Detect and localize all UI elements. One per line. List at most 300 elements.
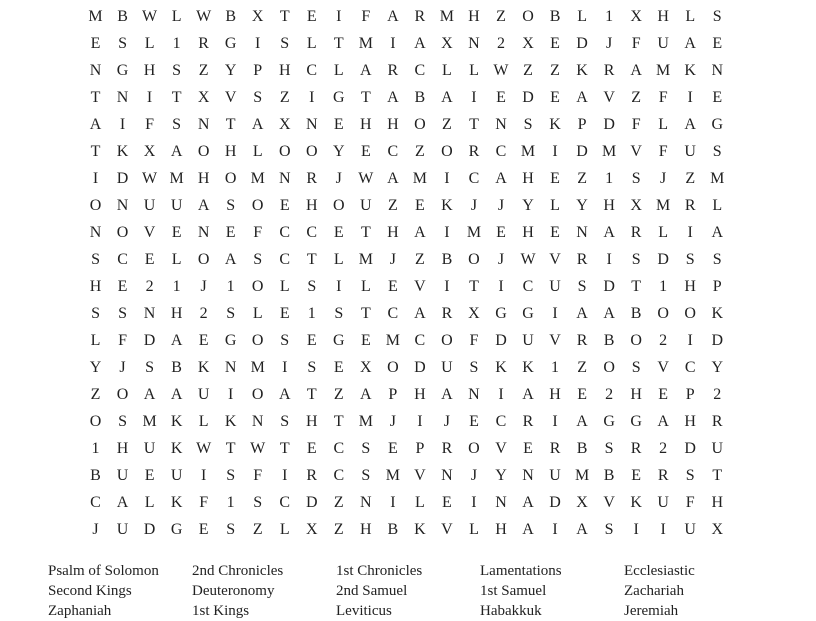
grid-cell: M [520,142,536,160]
grid-cell: J [335,169,342,187]
grid-cell: S [604,520,614,538]
grid-cell: N [278,169,291,187]
grid-cell: R [711,412,723,430]
grid-cell: A [522,520,534,538]
grid-cell: X [441,34,453,52]
grid-cell: B [414,88,426,106]
grid-cell: E [577,385,587,403]
grid-cell: C [306,223,318,241]
grid-cell: O [522,7,534,25]
grid-cell: S [604,439,614,457]
grid-cell: H [305,196,318,214]
grid-cell: S [118,34,127,52]
grid-cell: C [495,142,507,160]
grid-cell: I [687,88,693,106]
grid-cell: J [389,250,396,268]
grid-cell: 2 [145,277,154,295]
grid-cell: J [443,412,451,430]
grid-cell: Z [577,358,587,376]
grid-cell: G [224,331,237,349]
grid-cell: N [89,223,102,241]
grid-cell: A [441,88,453,106]
grid-cell: I [336,7,342,25]
grid-cell: Z [442,115,452,133]
grid-cell: E [333,358,344,376]
grid-cell: T [360,88,371,106]
grid-cell: U [684,142,696,160]
grid-cell: S [172,115,182,133]
grid-cell: I [390,493,396,511]
grid-cell: H [414,385,426,403]
grid-cell: L [658,115,669,133]
grid-cell: R [441,304,453,322]
grid-cell: J [119,358,126,376]
grid-cell: Z [577,169,587,187]
word-search-grid [82,3,731,543]
word-list-item: 2nd Samuel [336,583,408,599]
grid-cell: E [387,277,398,295]
grid-cell: N [360,493,372,511]
grid-cell: O [468,250,480,268]
grid-cell: A [251,115,264,133]
grid-cell: M [601,142,617,160]
grid-cell: B [630,304,642,322]
grid-cell: S [712,142,722,160]
word-list-item: Psalm of Solomon [48,563,159,579]
grid-cell: N [576,223,588,241]
grid-cell: U [522,331,534,349]
grid-cell: A [116,493,129,511]
grid-cell: V [414,466,426,484]
grid-cell: E [469,412,479,430]
grid-cell: D [603,115,615,133]
grid-cell: A [278,385,291,403]
grid-cell: U [441,358,453,376]
grid-cell: Y [576,196,588,214]
grid-cell: O [603,358,615,376]
grid-cell: L [171,7,182,25]
grid-cell: R [414,7,426,25]
grid-cell: A [170,331,183,349]
grid-cell: F [631,34,641,52]
grid-cell: E [225,223,236,241]
grid-cell: E [144,250,155,268]
grid-cell: U [170,466,183,484]
grid-cell: I [471,88,477,106]
grid-cell: I [660,520,666,538]
grid-cell: J [470,196,478,214]
grid-cell: M [88,7,103,25]
grid-cell: N [305,115,318,133]
grid-cell: R [630,439,642,457]
grid-cell: L [90,331,101,349]
grid-cell: S [631,358,641,376]
grid-cell: O [468,439,480,457]
grid-cell: U [143,439,156,457]
grid-cell: U [116,466,129,484]
grid-cell: U [549,277,561,295]
grid-cell: C [279,250,291,268]
grid-cell: D [603,277,615,295]
grid-cell: E [550,169,560,187]
grid-cell: H [549,385,561,403]
grid-cell: V [224,88,237,106]
grid-cell: H [522,169,534,187]
grid-cell: 1 [226,493,235,511]
grid-cell: F [199,493,209,511]
grid-cell: T [225,439,236,457]
grid-cell: X [522,34,534,52]
grid-cell: X [360,358,372,376]
grid-cell: A [603,304,615,322]
grid-cell: H [116,439,129,457]
grid-cell: O [89,196,102,214]
grid-cell: T [712,466,723,484]
grid-cell: I [444,223,450,241]
grid-cell: 1 [551,358,560,376]
grid-cell: O [278,142,291,160]
grid-cell: S [226,304,236,322]
word-list-item: 2nd Chronicles [192,563,284,579]
grid-cell: S [118,412,127,430]
grid-cell: D [116,169,129,187]
grid-cell: X [278,115,291,133]
grid-cell: V [630,142,642,160]
grid-cell: S [253,88,263,106]
grid-cell: K [197,358,210,376]
grid-cell: T [90,88,101,106]
grid-cell: V [495,439,507,457]
grid-cell: S [226,196,236,214]
grid-cell: F [361,7,371,25]
grid-cell: L [415,493,425,511]
grid-cell: Z [387,196,398,214]
grid-cell: 1 [172,277,181,295]
grid-cell: S [145,358,155,376]
grid-cell: N [197,223,210,241]
word-list-item: 1st Chronicles [336,563,423,579]
grid-cell: T [360,223,371,241]
grid-cell: U [684,520,696,538]
grid-cell: O [197,142,210,160]
grid-cell: U [360,196,372,214]
grid-cell: R [684,196,696,214]
grid-cell: C [522,277,534,295]
grid-cell: I [282,466,288,484]
grid-cell: V [414,277,426,295]
grid-cell: Z [90,385,101,403]
grid-cell: E [198,520,209,538]
grid-cell: V [603,88,615,106]
grid-cell: O [441,331,453,349]
grid-cell: E [306,439,317,457]
grid-cell: P [712,277,722,295]
grid-cell: S [712,250,722,268]
grid-cell: I [606,250,612,268]
grid-cell: S [631,169,641,187]
grid-cell: L [442,61,452,79]
grid-cell: 2 [605,385,614,403]
grid-cell: A [170,142,183,160]
grid-cell: L [198,412,209,430]
grid-cell: T [90,142,101,160]
grid-cell: K [684,61,696,79]
grid-cell: K [170,412,183,430]
grid-cell: V [603,493,615,511]
grid-cell: I [417,412,423,430]
grid-cell: C [684,358,696,376]
grid-cell: Y [333,142,345,160]
grid-cell: S [253,493,263,511]
grid-cell: T [333,412,344,430]
grid-cell: D [143,520,156,538]
grid-cell: O [251,385,264,403]
grid-cell: H [522,223,534,241]
grid-cell: S [631,250,641,268]
word-list-item: Habakkuk [480,603,542,619]
grid-cell: M [656,61,671,79]
grid-cell: M [358,34,373,52]
grid-cell: E [198,331,209,349]
grid-cell: T [171,88,182,106]
grid-cell: L [333,61,344,79]
grid-cell: L [712,196,723,214]
grid-cell: W [250,439,266,457]
grid-cell: 1 [605,169,614,187]
grid-cell: A [414,304,426,322]
grid-cell: I [552,520,558,538]
grid-cell: C [333,439,345,457]
grid-cell: E [496,223,506,241]
grid-cell: Z [496,7,506,25]
grid-cell: E [631,466,642,484]
grid-cell: G [495,304,507,322]
word-list-item: Zachariah [624,583,684,599]
grid-cell: Z [415,142,425,160]
grid-cell: S [226,520,236,538]
grid-cell: A [414,34,426,52]
grid-cell: F [253,466,263,484]
grid-cell: U [197,385,210,403]
grid-cell: O [116,223,129,241]
word-list-item: Leviticus [336,603,392,619]
grid-cell: F [469,331,479,349]
grid-cell: A [576,412,588,430]
grid-cell: F [685,493,695,511]
grid-cell: H [657,7,669,25]
grid-cell: A [387,7,399,25]
grid-cell: C [495,412,507,430]
grid-cell: S [91,250,100,268]
grid-cell: W [196,7,212,25]
grid-cell: H [170,304,183,322]
grid-cell: V [657,358,669,376]
grid-cell: C [414,61,426,79]
grid-cell: O [441,142,453,160]
grid-cell: C [306,61,318,79]
grid-cell: D [414,358,426,376]
grid-cell: G [333,331,345,349]
grid-cell: B [576,439,588,457]
grid-cell: H [360,520,372,538]
grid-cell: V [549,250,561,268]
grid-cell: G [116,61,129,79]
grid-cell: D [711,331,724,349]
grid-cell: O [305,142,318,160]
grid-cell: N [143,304,156,322]
grid-cell: S [226,466,236,484]
grid-cell: N [197,115,210,133]
grid-cell: S [469,358,479,376]
grid-cell: M [142,412,157,430]
grid-cell: S [334,304,344,322]
grid-cell: Y [711,358,724,376]
grid-cell: E [415,196,425,214]
grid-cell: D [143,331,156,349]
word-list-item: Ecclesiastic [624,563,695,579]
grid-cell: S [361,466,371,484]
grid-cell: I [119,115,126,133]
grid-cell: I [282,358,288,376]
grid-cell: K [549,115,561,133]
grid-cell: M [656,196,671,214]
grid-cell: S [280,331,290,349]
grid-cell: X [305,520,318,538]
grid-cell: J [497,196,505,214]
grid-cell: V [549,331,561,349]
grid-cell: O [684,304,696,322]
grid-cell: X [197,88,210,106]
grid-cell: N [522,466,534,484]
grid-cell: U [116,520,129,538]
grid-cell: T [333,34,344,52]
grid-cell: S [253,250,263,268]
grid-cell: G [170,520,183,538]
grid-cell: I [498,277,504,295]
grid-cell: A [387,88,399,106]
grid-cell: N [468,34,480,52]
grid-cell: U [657,34,669,52]
grid-cell: B [387,520,399,538]
grid-cell: Z [333,520,344,538]
grid-cell: 2 [199,304,208,322]
grid-cell: N [89,61,102,79]
grid-cell: K [630,493,642,511]
grid-cell: J [200,277,207,295]
grid-cell: 1 [172,34,181,52]
grid-cell: A [522,493,534,511]
grid-cell: A [657,412,669,430]
grid-cell: H [468,7,480,25]
grid-cell: A [684,115,696,133]
grid-cell: R [549,439,561,457]
grid-cell: A [711,223,724,241]
grid-cell: A [576,520,588,538]
grid-cell: A [414,223,426,241]
grid-cell: F [145,115,155,133]
grid-cell: D [305,493,318,511]
grid-cell: E [442,493,452,511]
grid-cell: G [630,412,642,430]
grid-cell: M [466,223,482,241]
grid-cell: H [387,223,399,241]
grid-cell: H [143,61,156,79]
grid-cell: C [279,493,291,511]
grid-cell: R [576,250,588,268]
grid-cell: B [603,331,615,349]
grid-cell: Y [495,466,507,484]
grid-cell: 1 [91,439,100,457]
grid-cell: 2 [659,331,668,349]
grid-cell: F [658,88,668,106]
grid-cell: W [196,439,212,457]
grid-cell: W [142,169,158,187]
grid-cell: O [89,412,102,430]
grid-cell: L [279,520,290,538]
grid-cell: A [89,115,102,133]
grid-cell: L [685,7,696,25]
grid-cell: L [469,61,479,79]
grid-cell: O [116,385,129,403]
grid-cell: I [444,169,450,187]
grid-cell: B [441,250,453,268]
grid-cell: J [92,520,99,538]
grid-cell: A [495,169,507,187]
word-list-item: Jeremiah [624,603,679,619]
grid-cell: R [522,412,534,430]
grid-cell: M [169,169,184,187]
word-list-item: Lamentations [480,563,562,579]
grid-cell: T [279,7,290,25]
grid-cell: W [520,250,536,268]
grid-cell: A [576,88,588,106]
grid-cell: N [495,493,507,511]
grid-cell: E [523,439,533,457]
grid-cell: F [253,223,263,241]
grid-cell: H [278,61,291,79]
word-list-item: Zaphaniah [48,603,112,619]
grid-cell: H [684,277,696,295]
grid-cell: O [251,277,264,295]
grid-cell: O [251,196,264,214]
word-list-item: 1st Kings [192,603,250,619]
grid-cell: T [631,277,642,295]
grid-cell: L [171,250,182,268]
grid-cell: 2 [496,34,505,52]
grid-cell: M [250,358,265,376]
grid-cell: N [224,358,237,376]
grid-cell: I [309,88,315,106]
grid-cell: X [251,7,264,25]
grid-cell: C [279,223,291,241]
grid-cell: C [387,304,399,322]
grid-cell: H [305,412,318,430]
grid-cell: I [687,223,693,241]
grid-cell: M [574,466,590,484]
grid-cell: P [388,385,398,403]
grid-cell: S [307,358,317,376]
grid-cell: X [468,304,480,322]
grid-cell: K [441,196,453,214]
grid-cell: J [605,34,613,52]
grid-cell: G [522,304,534,322]
grid-cell: Z [333,493,344,511]
grid-cell: A [684,34,696,52]
grid-cell: F [118,331,127,349]
grid-cell: P [577,115,587,133]
grid-cell: G [224,34,237,52]
grid-cell: T [469,115,479,133]
